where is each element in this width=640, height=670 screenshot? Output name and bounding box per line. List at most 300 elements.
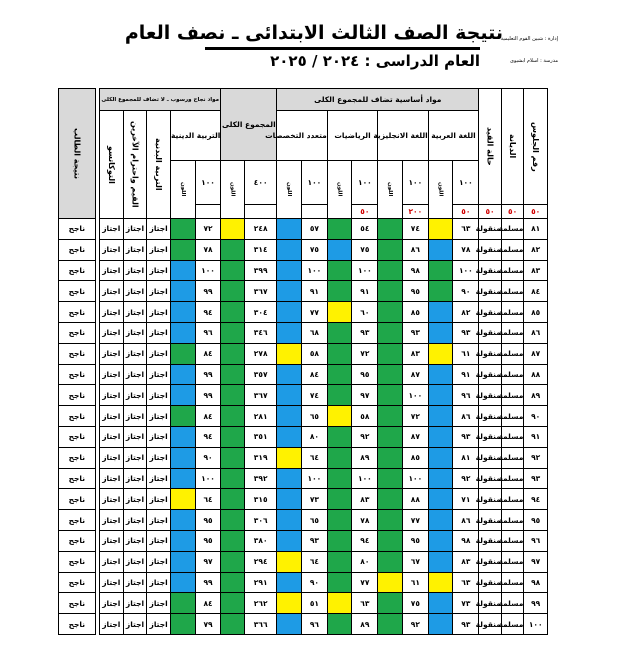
religious-color [170,468,195,489]
result-cell: ناجح [59,322,96,343]
physical-ed-cell: اجتاز [147,322,171,343]
total-score: ٣٤٦ [245,322,277,343]
physical-ed-cell: اجتاز [147,219,171,240]
result-cell: ناجح [59,281,96,302]
religion-cell: مسلمة [501,593,524,614]
multi-score: ٦٥ [302,406,328,427]
religion-cell: مسلمة [501,239,524,260]
spacer [95,239,99,260]
spacer [95,468,99,489]
religious-color [170,530,195,551]
math-score: ٥٨ [352,406,378,427]
multi-color [277,281,302,302]
multi-score: ٥١ [302,593,328,614]
total-color [221,551,245,572]
roll-cell: ٨٨ [524,364,548,385]
total-score: ٣٦٧ [245,385,277,406]
english-color [378,593,403,614]
status-cell: منقولة [479,281,502,302]
religious-score: ٧٩ [195,614,221,635]
total-score: ٣٠٤ [245,302,277,323]
result-cell: ناجح [59,302,96,323]
total-color [221,406,245,427]
total-score: ٢٩١ [245,572,277,593]
religion-cell: مسلمة [501,302,524,323]
arabic-color [428,239,453,260]
english-color [378,260,403,281]
values-cell: اجتاز [123,468,147,489]
math-score: ٩٧ [352,385,378,406]
religious-score: ٩٩ [195,572,221,593]
roll-cell: ٩٠ [524,406,548,427]
english-color [378,364,403,385]
total-score: ٢٨١ [245,406,277,427]
result-cell: ناجح [59,572,96,593]
total-score: ٣٠٦ [245,510,277,531]
min-math: ٥٠ [479,205,502,219]
total-score: ٢٧٨ [245,343,277,364]
english-score: ٧٤ [402,219,428,240]
total-color [221,385,245,406]
table-row [59,593,548,614]
status-cell: منقولة [479,426,502,447]
math-color [327,406,352,427]
english-score: ٦١ [402,572,428,593]
religious-score: ٧٨ [195,239,221,260]
arabic-score: ١٠٠ [453,260,479,281]
english-score: ٨٧ [402,426,428,447]
arabic-score: ٧٨ [453,239,479,260]
physical-ed-cell: اجتاز [147,572,171,593]
col-arabic: اللغة العربية [428,111,478,161]
table-row [59,426,548,447]
math-color [327,489,352,510]
religious-color [170,614,195,635]
arabic-score: ٦١ [453,343,479,364]
multi-color [277,343,302,364]
math-color [327,426,352,447]
religion-cell: مسلمة [501,489,524,510]
math-color [327,219,352,240]
total-score: ٢٦٢ [245,593,277,614]
math-color [327,551,352,572]
english-score: ٦٧ [402,551,428,572]
values-cell: اجتاز [123,614,147,635]
multi-score: ١٠٠ [302,260,328,281]
math-score: ٧٢ [352,343,378,364]
arabic-color [428,614,453,635]
total-score: ٣١٩ [245,447,277,468]
arabic-color [428,468,453,489]
multi-score: ٧٧ [302,302,328,323]
status-cell: منقولة [479,239,502,260]
spacer [95,510,99,531]
table-row [59,530,548,551]
result-cell: ناجح [59,530,96,551]
table-row [59,551,548,572]
max-total: ٤٠٠ [245,161,277,205]
physical-ed-cell: اجتاز [147,489,171,510]
english-color [378,219,403,240]
result-cell: ناجح [59,426,96,447]
english-score: ٩٥ [402,530,428,551]
arabic-color [428,510,453,531]
english-color [378,572,403,593]
values-cell: اجتاز [123,551,147,572]
status-cell: منقولة [479,572,502,593]
ict-cell: اجتاز [99,593,123,614]
total-score: ٢٩٤ [245,551,277,572]
multi-color [277,530,302,551]
multi-score: ٩٠ [302,572,328,593]
roll-cell: ٩٦ [524,530,548,551]
ict-cell: اجتاز [99,219,123,240]
physical-ed-cell: اجتاز [147,406,171,427]
math-color [327,530,352,551]
table-row [59,614,548,635]
total-color [221,302,245,323]
religious-color [170,322,195,343]
religious-score: ٩٥ [195,510,221,531]
english-score: ٧٧ [402,510,428,531]
math-score: ٩٤ [352,530,378,551]
page-title: نتيجة الصف الثالث الابتدائى ـ نصف العام [124,22,503,44]
math-score: ٧٥ [352,239,378,260]
multi-color [277,385,302,406]
religious-score: ٨٤ [195,343,221,364]
multi-color [277,406,302,427]
spacer [95,551,99,572]
ict-cell: اجتاز [99,302,123,323]
arabic-color [428,593,453,614]
min-religious: ٥٠ [352,205,378,219]
col-values: القيم واحترام الآخرين [123,111,147,219]
ict-cell: اجتاز [99,489,123,510]
english-score: ٩٥ [402,281,428,302]
math-score: ١٠٠ [352,260,378,281]
multi-color [277,510,302,531]
result-cell: ناجح [59,239,96,260]
multi-score: ٥٨ [302,343,328,364]
multi-score: ٧٥ [302,239,328,260]
english-score: ٨٥ [402,447,428,468]
spacer [95,489,99,510]
table-row [59,572,548,593]
result-cell: ناجح [59,468,96,489]
math-score: ٩٢ [352,426,378,447]
multi-color [277,468,302,489]
max-religious: ١٠٠ [195,161,221,205]
total-color [221,614,245,635]
arabic-score: ٩٣ [453,614,479,635]
english-color [378,489,403,510]
math-score: ٨٩ [352,447,378,468]
arabic-score: ٦٣ [453,572,479,593]
values-cell: اجتاز [123,426,147,447]
english-score: ٩٨ [402,260,428,281]
religious-score: ٩٩ [195,385,221,406]
english-color [378,530,403,551]
multi-color [277,322,302,343]
physical-ed-cell: اجتاز [147,614,171,635]
total-color [221,593,245,614]
col-physical-ed: التربية البدنية [147,111,171,219]
math-color [327,343,352,364]
english-score: ٩٢ [402,614,428,635]
spacer [95,343,99,364]
math-color [327,302,352,323]
english-color [378,510,403,531]
multi-score: ٦٨ [302,322,328,343]
result-cell: ناجح [59,593,96,614]
religious-score: ٩٥ [195,530,221,551]
english-color [378,322,403,343]
english-score: ١٠٠ [402,468,428,489]
religion-cell: مسلمة [501,426,524,447]
result-cell: ناجح [59,260,96,281]
roll-cell: ٨٥ [524,302,548,323]
religious-score: ٦٤ [195,489,221,510]
table-row [59,364,548,385]
religion-cell: مسلمة [501,530,524,551]
physical-ed-cell: اجتاز [147,239,171,260]
academic-year: العام الدراسى : ٢٠٢٤ / ٢٠٢٥ [270,52,480,70]
table-row [59,468,548,489]
physical-ed-cell: اجتاز [147,593,171,614]
physical-ed-cell: اجتاز [147,364,171,385]
table-row [59,302,548,323]
religion-cell: مسلمة [501,322,524,343]
max-math: ١٠٠ [352,161,378,205]
col-religion: الديانة [501,89,524,205]
ict-cell: اجتاز [99,385,123,406]
multi-color [277,260,302,281]
multi-score: ٦٤ [302,551,328,572]
multi-color [277,489,302,510]
result-cell: ناجح [59,447,96,468]
roll-cell: ٨٤ [524,281,548,302]
spacer [95,572,99,593]
arabic-score: ٨٦ [453,510,479,531]
english-score: ٨٦ [402,239,428,260]
arabic-color [428,426,453,447]
ict-cell: اجتاز [99,281,123,302]
arabic-color [428,406,453,427]
status-cell: منقولة [479,530,502,551]
roll-cell: ٨١ [524,219,548,240]
religious-score: ٩٧ [195,551,221,572]
religious-color [170,510,195,531]
result-cell: ناجح [59,614,96,635]
english-score: ٨٧ [402,364,428,385]
values-cell: اجتاز [123,364,147,385]
english-score: ٩٣ [402,322,428,343]
total-color [221,260,245,281]
table-row [59,322,548,343]
religious-color [170,385,195,406]
max-multi: ١٠٠ [302,161,328,205]
color-english: اللون [378,161,403,219]
ict-cell: اجتاز [99,468,123,489]
total-score: ٣٥١ [245,426,277,447]
math-color [327,239,352,260]
table-row [59,510,548,531]
multi-score: ٧٤ [302,385,328,406]
multi-score: ٦٥ [302,510,328,531]
total-score: ٣٥٧ [245,364,277,385]
roll-cell: ٩٩ [524,593,548,614]
math-color [327,468,352,489]
values-cell: اجتاز [123,385,147,406]
status-cell: منقولة [479,551,502,572]
math-color [327,572,352,593]
religion-cell: مسلمة [501,281,524,302]
result-cell: ناجح [59,364,96,385]
min-english: ٥٠ [501,205,524,219]
result-cell: ناجح [59,489,96,510]
table-row [59,406,548,427]
arabic-color [428,572,453,593]
spacer [95,614,99,635]
total-color [221,281,245,302]
spacer [95,447,99,468]
status-cell: منقولة [479,364,502,385]
religious-color [170,593,195,614]
roll-cell: ٩٥ [524,510,548,531]
result-cell: ناجح [59,219,96,240]
physical-ed-cell: اجتاز [147,447,171,468]
religion-cell: مسلمة [501,551,524,572]
religious-score: ٩٠ [195,447,221,468]
physical-ed-cell: اجتاز [147,468,171,489]
math-score: ٧٨ [352,510,378,531]
religious-color [170,572,195,593]
values-cell: اجتاز [123,281,147,302]
math-score: ٨٠ [352,551,378,572]
multi-score: ٧٣ [302,489,328,510]
arabic-color [428,322,453,343]
math-color [327,614,352,635]
religious-score: ٩٩ [195,364,221,385]
col-english: اللغة الانجليزية [378,111,428,161]
arabic-color [428,343,453,364]
spacer [95,302,99,323]
religious-score: ٩٦ [195,322,221,343]
religion-cell: مسلمة [501,385,524,406]
math-score: ٩٥ [352,364,378,385]
arabic-score: ٨٦ [453,406,479,427]
spacer [95,530,99,551]
arabic-score: ٧١ [453,489,479,510]
ict-cell: اجتاز [99,614,123,635]
values-cell: اجتاز [123,343,147,364]
multi-color [277,551,302,572]
physical-ed-cell: اجتاز [147,281,171,302]
table-row [59,239,548,260]
col-religious-ed: التربية الدينية [170,111,220,161]
english-color [378,468,403,489]
arabic-color [428,219,453,240]
color-arabic: اللون [428,161,453,219]
results-table [58,88,548,635]
religion-cell: مسلمة [501,260,524,281]
status-cell: منقولة [479,510,502,531]
table-row [59,447,548,468]
multi-color [277,239,302,260]
spacer [95,385,99,406]
english-color [378,406,403,427]
religion-cell: مسلمة [501,219,524,240]
english-score: ٨٥ [402,302,428,323]
status-cell: منقولة [479,489,502,510]
arabic-color [428,281,453,302]
english-score: ٨٣ [402,343,428,364]
total-score: ٣٨٠ [245,530,277,551]
religious-color [170,426,195,447]
math-score: ٦٣ [352,593,378,614]
page-header [0,0,640,80]
multi-score: ٩٦ [302,614,328,635]
ict-cell: اجتاز [99,572,123,593]
religion-cell: مسلمة [501,572,524,593]
col-math: الرياضيات [327,111,377,161]
religious-color [170,364,195,385]
religious-color [170,406,195,427]
roll-cell: ٩٣ [524,468,548,489]
english-score: ٨٨ [402,489,428,510]
arabic-color [428,302,453,323]
religious-color [170,260,195,281]
total-color [221,322,245,343]
math-score: ٩١ [352,281,378,302]
total-color [221,530,245,551]
arabic-color [428,489,453,510]
total-score: ٣٩٢ [245,468,277,489]
multi-color [277,364,302,385]
arabic-score: ٩٢ [453,468,479,489]
arabic-score: ٧٣ [453,593,479,614]
values-cell: اجتاز [123,572,147,593]
arabic-score: ٦٣ [453,219,479,240]
religion-cell: مسلمة [501,468,524,489]
color-total: اللون [221,161,245,219]
arabic-score: ٩٨ [453,530,479,551]
ict-cell: اجتاز [99,260,123,281]
total-color [221,426,245,447]
values-cell: اجتاز [123,322,147,343]
ict-cell: اجتاز [99,322,123,343]
total-color [221,572,245,593]
spacer [95,322,99,343]
math-color [327,385,352,406]
physical-ed-cell: اجتاز [147,260,171,281]
roll-cell: ٩٨ [524,572,548,593]
col-roll: رقم الجلوس [524,89,548,205]
math-color [327,260,352,281]
math-color [327,447,352,468]
arabic-color [428,260,453,281]
roll-cell: ٨٩ [524,385,548,406]
ict-cell: اجتاز [99,530,123,551]
color-religious: اللون [170,161,195,219]
religious-color [170,489,195,510]
religious-score: ١٠٠ [195,260,221,281]
ict-cell: اجتاز [99,551,123,572]
arabic-score: ٩٣ [453,322,479,343]
max-english: ١٠٠ [402,161,428,205]
math-score: ٨٣ [352,489,378,510]
religious-score: ٩٩ [195,281,221,302]
